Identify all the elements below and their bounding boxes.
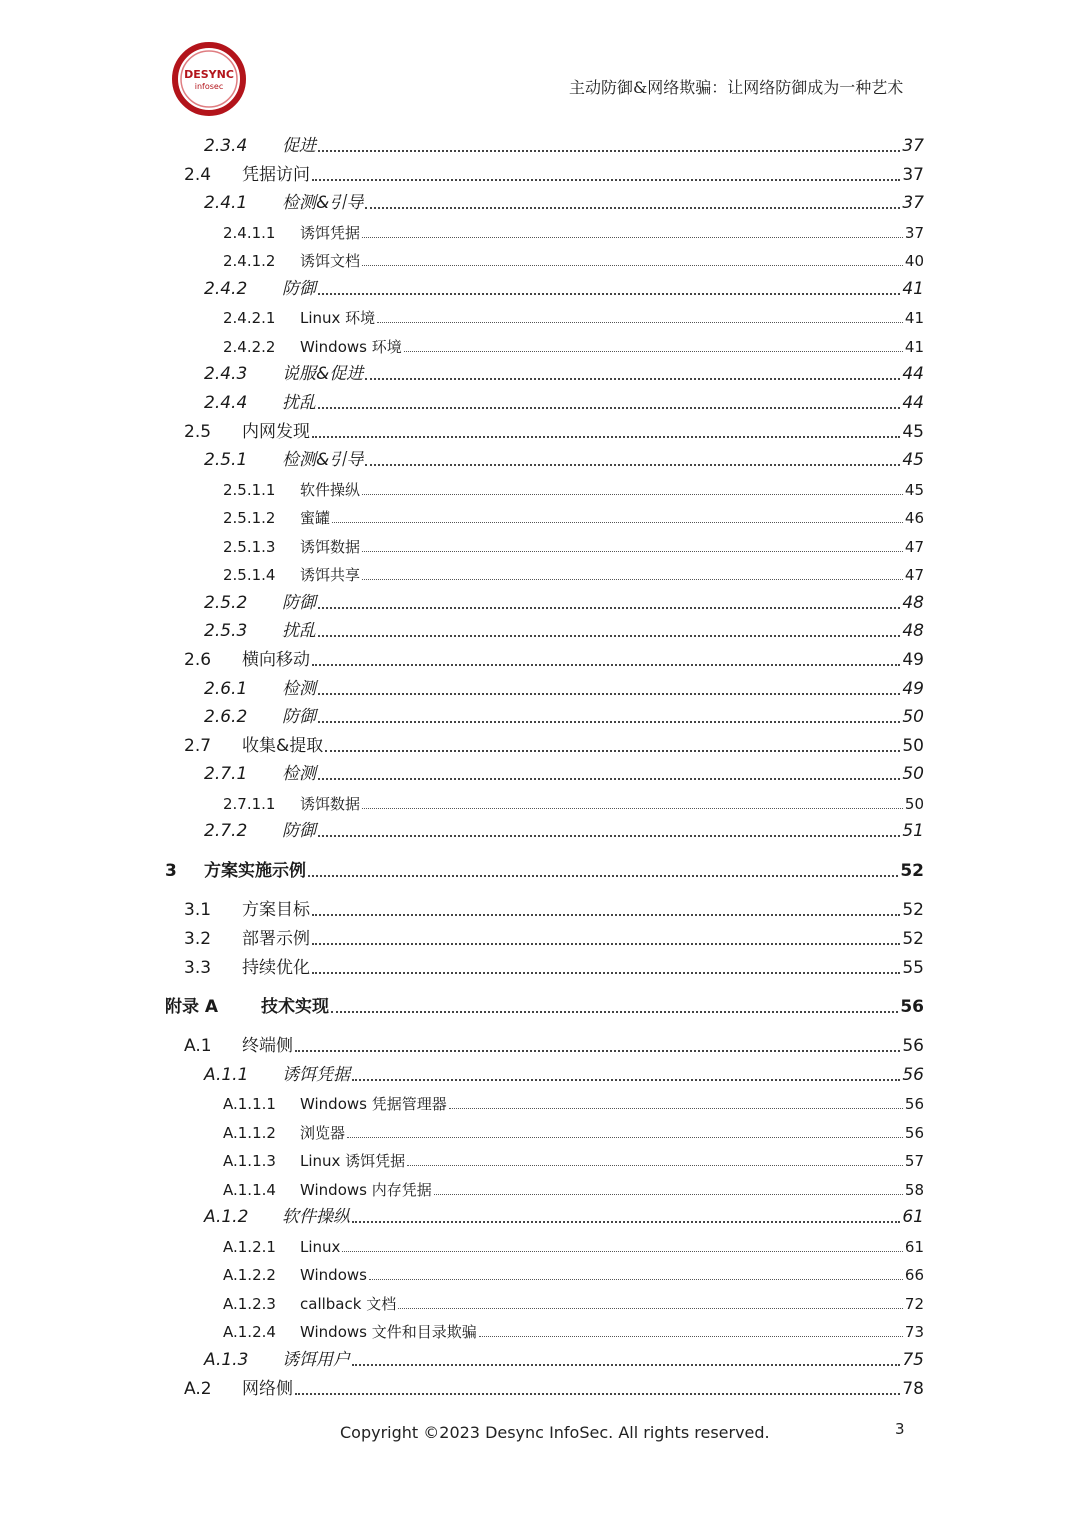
toc-entry[interactable] xyxy=(223,331,924,355)
toc-entry[interactable] xyxy=(204,1345,924,1369)
toc-entry-title: 部署示例 xyxy=(242,929,310,949)
toc-entry-title: Linux xyxy=(300,1238,341,1256)
toc-entry[interactable] xyxy=(223,245,924,269)
toc-entry-number: 2.4.1.2 xyxy=(223,252,276,270)
toc-entry-number: A.1.3 xyxy=(204,1350,249,1370)
toc-entry[interactable] xyxy=(204,274,924,298)
company-logo xyxy=(170,40,248,118)
toc-dot-leader xyxy=(365,206,900,209)
toc-entry-title: 内网发现 xyxy=(242,422,310,442)
toc-entry-title: callback 文档 xyxy=(300,1295,397,1313)
toc-entry-title: 诱饵文档 xyxy=(300,252,361,270)
toc-entry-number: 2.5.1.4 xyxy=(223,566,276,584)
toc-entry-number: 2.4.4 xyxy=(204,393,248,413)
toc-entry[interactable] xyxy=(223,1088,924,1112)
toc-dot-leader xyxy=(312,663,900,666)
toc-entry[interactable] xyxy=(223,302,924,326)
toc-entry-title: 促进 xyxy=(282,136,316,156)
toc-entry-title: 技术实现 xyxy=(261,997,329,1017)
toc-entry[interactable] xyxy=(184,953,924,977)
toc-entry-page: 48 xyxy=(902,621,924,641)
toc-dot-leader xyxy=(318,834,900,837)
toc-entry-title: 浏览器 xyxy=(300,1124,346,1142)
toc-entry-page: 73 xyxy=(904,1323,924,1341)
toc-entry-number: 2.5.1.3 xyxy=(223,538,276,556)
toc-dot-leader xyxy=(312,913,900,916)
toc-entry-number: 附录 A xyxy=(165,997,219,1017)
toc-entry-number: 2.7.2 xyxy=(204,821,248,841)
toc-dot-leader xyxy=(308,874,898,877)
toc-entry-title: 诱饵数据 xyxy=(300,538,361,556)
logo-text: DESYNC xyxy=(184,68,234,81)
toc-entry[interactable] xyxy=(204,131,924,155)
toc-entry-title: 蜜罐 xyxy=(300,509,331,527)
toc-dot-leader xyxy=(295,1392,900,1395)
toc-dot-leader xyxy=(318,777,900,780)
toc-entry-page: 61 xyxy=(904,1238,924,1256)
toc-entry[interactable] xyxy=(204,588,924,612)
toc-entry-number: 2.5.2 xyxy=(204,593,248,613)
toc-dot-leader xyxy=(318,292,900,295)
toc-entry-page: 75 xyxy=(902,1350,924,1370)
toc-entry[interactable] xyxy=(223,502,924,526)
toc-entry-page: 49 xyxy=(902,650,924,670)
toc-entry-page: 44 xyxy=(902,364,924,384)
toc-entry-number: 3.2 xyxy=(184,929,212,949)
toc-entry-number: 2.4.2 xyxy=(204,279,248,299)
toc-entry-page: 56 xyxy=(900,997,924,1017)
toc-entry-title: 防御 xyxy=(282,821,316,841)
toc-entry-number: 2.5.1.1 xyxy=(223,481,276,499)
toc-entry-page: 72 xyxy=(904,1295,924,1313)
toc-entry[interactable] xyxy=(204,359,924,383)
toc-entry-number: A.2 xyxy=(184,1379,212,1399)
toc-entry-title: 诱饵数据 xyxy=(300,795,361,813)
toc-entry[interactable] xyxy=(223,1316,924,1340)
toc-entry-title: 凭据访问 xyxy=(242,165,310,185)
toc-dot-leader xyxy=(318,606,900,609)
toc-entry-page: 50 xyxy=(902,764,924,784)
toc-entry-number: A.1.2 xyxy=(204,1207,249,1227)
toc-entry[interactable] xyxy=(184,645,924,669)
toc-entry-title: 诱饵共享 xyxy=(300,566,361,584)
toc-entry-page: 40 xyxy=(904,252,924,270)
toc-entry[interactable] xyxy=(223,1145,924,1169)
toc-entry[interactable] xyxy=(204,616,924,640)
toc-entry-page: 56 xyxy=(902,1065,924,1085)
toc-entry-title: 方案实施示例 xyxy=(204,861,306,881)
toc-entry[interactable] xyxy=(184,160,924,184)
toc-dot-leader xyxy=(318,634,900,637)
toc-dot-leader xyxy=(352,1220,900,1223)
toc-entry-title: 检测&引导 xyxy=(282,450,364,470)
toc-entry[interactable] xyxy=(223,1117,924,1141)
toc-entry-number: 2.7 xyxy=(184,736,212,756)
toc-entry-title: 说服&促进 xyxy=(282,364,364,384)
toc-entry-number: 2.6 xyxy=(184,650,212,670)
toc-entry[interactable] xyxy=(204,188,924,212)
toc-entry-page: 45 xyxy=(904,481,924,499)
toc-entry-number: 2.7.1 xyxy=(204,764,248,784)
toc-entry-number: 2.3.4 xyxy=(204,136,248,156)
toc-dot-leader xyxy=(352,1078,900,1081)
toc-entry-title: 扰乱 xyxy=(282,621,316,641)
toc-dot-leader xyxy=(312,178,900,181)
toc-entry[interactable] xyxy=(184,1374,924,1398)
toc-entry-number: 2.4.3 xyxy=(204,364,248,384)
toc-entry[interactable] xyxy=(223,474,924,498)
copyright-footer: Copyright ©2023 Desync InfoSec. All rights reserved. xyxy=(340,1423,770,1442)
toc-entry[interactable] xyxy=(204,702,924,726)
toc-entry-page: 48 xyxy=(902,593,924,613)
toc-entry[interactable] xyxy=(184,895,924,919)
toc-dot-leader xyxy=(377,321,903,323)
toc-entry[interactable] xyxy=(223,788,924,812)
toc-dot-leader xyxy=(365,463,900,466)
toc-dot-leader xyxy=(365,377,900,380)
toc-entry-title: Windows 内存凭据 xyxy=(300,1181,432,1199)
toc-entry-title: 方案目标 xyxy=(242,900,310,920)
toc-entry-title: 诱饵凭据 xyxy=(282,1065,350,1085)
toc-dot-leader xyxy=(318,720,900,723)
toc-entry[interactable] xyxy=(184,924,924,948)
toc-dot-leader xyxy=(312,971,900,974)
toc-entry-number: 2.4 xyxy=(184,165,212,185)
toc-entry-number: 2.5 xyxy=(184,422,212,442)
toc-entry-number: A.1 xyxy=(184,1036,212,1056)
toc-entry-page: 47 xyxy=(904,566,924,584)
toc-entry-number: A.1.1.2 xyxy=(223,1124,276,1142)
toc-entry-number: 2.4.1.1 xyxy=(223,224,276,242)
toc-entry[interactable] xyxy=(165,992,924,1016)
toc-entry-title: 软件操纵 xyxy=(300,481,361,499)
toc-entry[interactable] xyxy=(184,731,924,755)
toc-entry-page: 52 xyxy=(902,900,924,920)
toc-entry-page: 45 xyxy=(902,422,924,442)
toc-entry-page: 50 xyxy=(904,795,924,813)
toc-dot-leader xyxy=(325,749,900,752)
toc-entry-title: 网络侧 xyxy=(242,1379,293,1399)
toc-dot-leader xyxy=(347,1136,903,1138)
toc-dot-leader xyxy=(434,1193,903,1195)
toc-entry-number: 3.3 xyxy=(184,958,212,978)
toc-entry-title: 检测&引导 xyxy=(282,193,364,213)
toc-entry[interactable] xyxy=(223,1259,924,1283)
toc-entry-number: A.1.1.1 xyxy=(223,1095,276,1113)
toc-entry-title: Linux 诱饵凭据 xyxy=(300,1152,406,1170)
toc-dot-leader xyxy=(352,1363,900,1366)
toc-entry-page: 41 xyxy=(904,338,924,356)
toc-dot-leader xyxy=(362,236,903,238)
toc-entry[interactable] xyxy=(223,531,924,555)
toc-entry-page: 52 xyxy=(900,861,924,881)
toc-entry-page: 49 xyxy=(902,679,924,699)
toc-entry-title: 收集&提取 xyxy=(242,736,324,756)
toc-dot-leader xyxy=(312,942,900,945)
toc-entry-page: 37 xyxy=(902,193,924,213)
toc-dot-leader xyxy=(362,550,903,552)
toc-entry-title: 防御 xyxy=(282,279,316,299)
toc-entry-number: A.1.2.2 xyxy=(223,1266,276,1284)
toc-entry[interactable] xyxy=(204,816,924,840)
toc-entry-number: 2.5.3 xyxy=(204,621,248,641)
toc-entry-number: A.1.2.3 xyxy=(223,1295,276,1313)
toc-entry-number: A.1.1.3 xyxy=(223,1152,276,1170)
toc-entry-title: Windows xyxy=(300,1266,367,1284)
toc-entry[interactable] xyxy=(204,674,924,698)
toc-entry[interactable] xyxy=(223,217,924,241)
toc-entry-title: 终端侧 xyxy=(242,1036,293,1056)
toc-entry-page: 66 xyxy=(904,1266,924,1284)
toc-entry-page: 52 xyxy=(902,929,924,949)
toc-entry-number: 2.5.1.2 xyxy=(223,509,276,527)
toc-entry-page: 78 xyxy=(902,1379,924,1399)
toc-entry-page: 37 xyxy=(904,224,924,242)
toc-entry-title: 软件操纵 xyxy=(282,1207,350,1227)
toc-entry[interactable] xyxy=(223,559,924,583)
toc-entry[interactable] xyxy=(184,1031,924,1055)
toc-dot-leader xyxy=(318,406,900,409)
toc-entry-page: 46 xyxy=(904,509,924,527)
toc-entry-title: 诱饵凭据 xyxy=(300,224,361,242)
toc-dot-leader xyxy=(369,1278,903,1280)
toc-entry-number: 3.1 xyxy=(184,900,212,920)
toc-dot-leader xyxy=(362,264,903,266)
toc-entry-page: 37 xyxy=(902,136,924,156)
page-number: 3 xyxy=(895,1420,905,1438)
toc-dot-leader xyxy=(362,807,903,809)
toc-entry-title: 防御 xyxy=(282,707,316,727)
toc-entry-page: 56 xyxy=(904,1095,924,1113)
toc-dot-leader xyxy=(362,493,903,495)
toc-entry-title: Windows 环境 xyxy=(300,338,402,356)
toc-entry-page: 45 xyxy=(902,450,924,470)
toc-entry-title: 诱饵用户 xyxy=(282,1350,350,1370)
toc-dot-leader xyxy=(318,692,900,695)
toc-dot-leader xyxy=(332,521,903,523)
toc-entry-page: 41 xyxy=(904,309,924,327)
toc-entry-title: 检测 xyxy=(282,679,316,699)
toc-dot-leader xyxy=(318,149,900,152)
toc-dot-leader xyxy=(404,350,903,352)
toc-entry-page: 50 xyxy=(902,707,924,727)
toc-dot-leader xyxy=(331,1010,898,1013)
toc-entry[interactable] xyxy=(165,856,924,880)
toc-entry-title: Windows 凭据管理器 xyxy=(300,1095,447,1113)
toc-entry-page: 37 xyxy=(902,165,924,185)
toc-dot-leader xyxy=(479,1335,903,1337)
toc-entry-title: 扰乱 xyxy=(282,393,316,413)
toc-dot-leader xyxy=(342,1250,902,1252)
toc-entry-number: 2.7.1.1 xyxy=(223,795,276,813)
toc-dot-leader xyxy=(362,578,903,580)
toc-entry-page: 47 xyxy=(904,538,924,556)
toc-entry-page: 51 xyxy=(902,821,924,841)
toc-entry-number: A.1.1 xyxy=(204,1065,249,1085)
toc-entry[interactable] xyxy=(204,445,924,469)
toc-entry-page: 58 xyxy=(904,1181,924,1199)
toc-dot-leader xyxy=(312,435,900,438)
toc-entry-title: 防御 xyxy=(282,593,316,613)
toc-entry[interactable] xyxy=(184,417,924,441)
toc-entry-title: 持续优化 xyxy=(242,958,310,978)
toc-dot-leader xyxy=(295,1049,900,1052)
toc-dot-leader xyxy=(449,1107,903,1109)
toc-entry-number: 2.6.2 xyxy=(204,707,248,727)
toc-entry[interactable] xyxy=(223,1288,924,1312)
toc-entry-page: 41 xyxy=(902,279,924,299)
toc-entry-number: 2.5.1 xyxy=(204,450,248,470)
toc-entry[interactable] xyxy=(204,388,924,412)
toc-entry-page: 56 xyxy=(904,1124,924,1142)
toc-entry-title: 横向移动 xyxy=(242,650,310,670)
toc-entry-page: 44 xyxy=(902,393,924,413)
toc-entry-number: A.1.2.4 xyxy=(223,1323,276,1341)
toc-entry-title: Windows 文件和目录欺骗 xyxy=(300,1323,477,1341)
toc-entry-number: 3 xyxy=(165,861,177,881)
toc-entry-number: 2.4.2.2 xyxy=(223,338,276,356)
logo-subtext: infosec xyxy=(194,82,224,91)
toc-entry[interactable] xyxy=(223,1174,924,1198)
toc-dot-leader xyxy=(398,1307,903,1309)
header-title: 主动防御&网络欺骗：让网络防御成为一种艺术 xyxy=(569,78,904,97)
toc-entry-number: 2.4.1 xyxy=(204,193,248,213)
toc-entry[interactable] xyxy=(204,759,924,783)
toc-entry-page: 57 xyxy=(904,1152,924,1170)
toc-dot-leader xyxy=(407,1164,903,1166)
toc-entry[interactable] xyxy=(204,1060,924,1084)
toc-entry-page: 50 xyxy=(902,736,924,756)
toc-entry-page: 55 xyxy=(902,958,924,978)
toc-entry-number: 2.4.2.1 xyxy=(223,309,276,327)
toc-entry-title: 检测 xyxy=(282,764,316,784)
toc-entry-title: Linux 环境 xyxy=(300,309,376,327)
toc-entry-number: 2.6.1 xyxy=(204,679,248,699)
toc-entry-number: A.1.2.1 xyxy=(223,1238,276,1256)
toc-entry-number: A.1.1.4 xyxy=(223,1181,276,1199)
toc-entry-page: 56 xyxy=(902,1036,924,1056)
toc-entry[interactable] xyxy=(223,1231,924,1255)
toc-entry-page: 61 xyxy=(902,1207,924,1227)
toc-entry[interactable] xyxy=(204,1202,924,1226)
